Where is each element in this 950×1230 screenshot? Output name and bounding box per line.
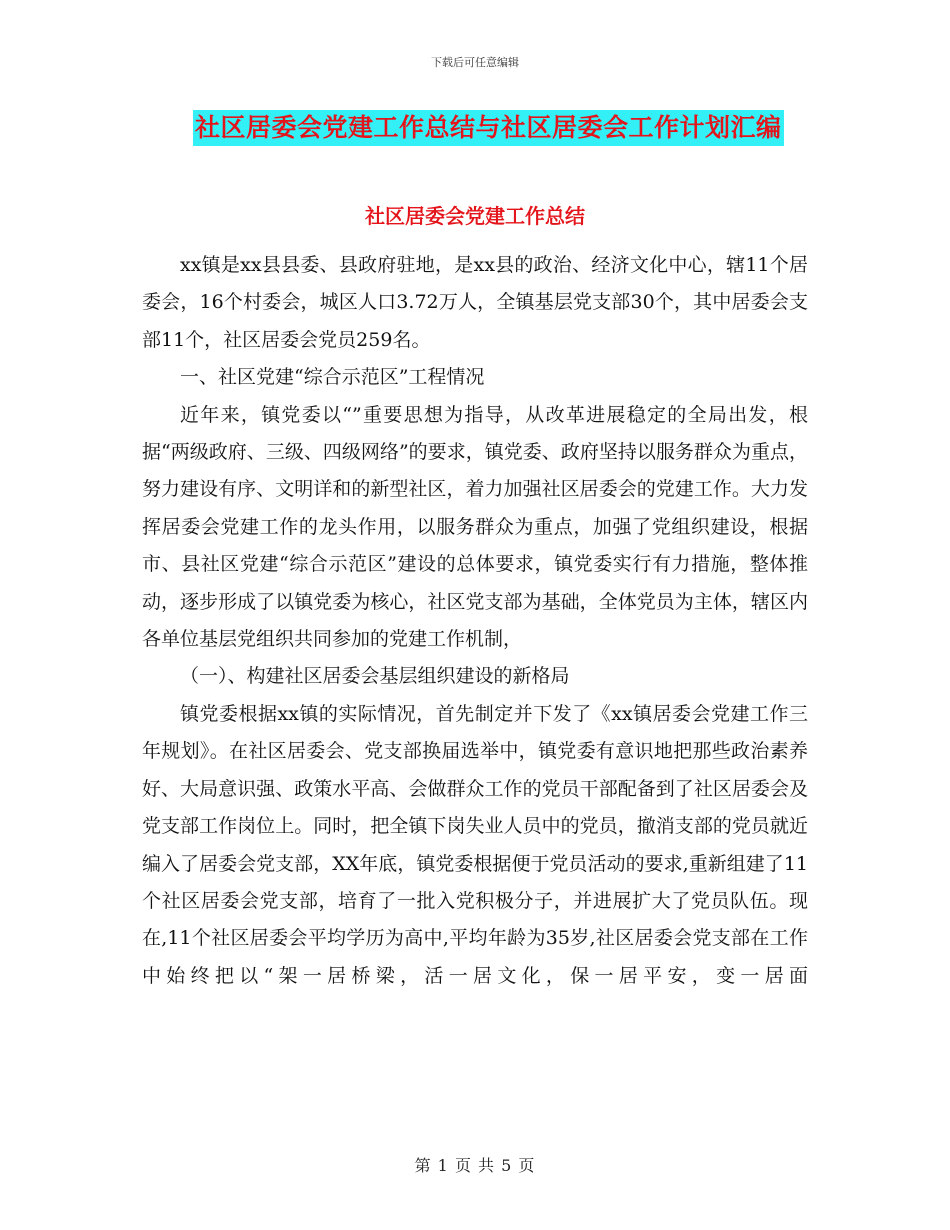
page-footer: 第 1 页 共 5 页 bbox=[414, 1156, 536, 1175]
page-header-note: 下载后可任意编辑 bbox=[431, 56, 519, 69]
paragraph-subsection-1: 镇党委根据xx镇的实际情况，首先制定并下发了《xx镇居委会党建工作三年规划》。在社区居委会、党支部换届选举中，镇党委有意识地把那些政治素养好、大局意识强、政策水平高、会做群众工作的党员干部配备到了社区居委会及党支部工作岗位上。同时，把全镇下岗失业人员中的党员，撤消支部的党员就近编入了居委会党支部，XX年底，镇党委根据便于党员活动的要求,重新组建了11个社区居委会党支部，培育了一批入党积极分子，并进展扩大了党员队伍。现在,11个社区居委会平均学历为高中,平均年龄为35岁,社区居委会党支部在工作中始终把以“架一居桥梁，活一居文化，保一居平安，变一居面 bbox=[142, 702, 808, 987]
document-body bbox=[142, 247, 808, 995]
paragraph-intro: xx镇是xx县县委、县政府驻地，是xx县的政治、经济文化中心，辖11个居委会，16个村委会，城区人口3.72万人，全镇基层党支部30个，其中居委会支部11个，社区居委会党员259名。 bbox=[142, 254, 808, 351]
document-main-title: 社区居委会党建工作总结与社区居委会工作计划汇编 bbox=[193, 110, 784, 146]
heading-subsection-1: （一）、构建社区居委会基层组织建设的新格局 bbox=[180, 665, 570, 688]
heading-section-1: 一、社区党建“综合示范区”工程情况 bbox=[180, 366, 485, 389]
paragraph-section-1: 近年来，镇党委以“”重要思想为指导，从改革进展稳定的全局出发，根据“两级政府、三级、四级网络”的要求，镇党委、政府坚持以服务群众为重点，努力建设有序、文明详和的新型社区，着力加强社区居委会的党建工作。大力发挥居委会党建工作的龙头作用，以服务群众为重点，加强了党组织建设，根据市、县社区党建“综合示范区”建设的总体要求，镇党委实行有力措施，整体推动，逐步形成了以镇党委为核心，社区党支部为基础，全体党员为主体，辖区内各单位基层党组织共同参加的党建工作机制， bbox=[142, 403, 808, 651]
section-title: 社区居委会党建工作总结 bbox=[365, 204, 585, 228]
